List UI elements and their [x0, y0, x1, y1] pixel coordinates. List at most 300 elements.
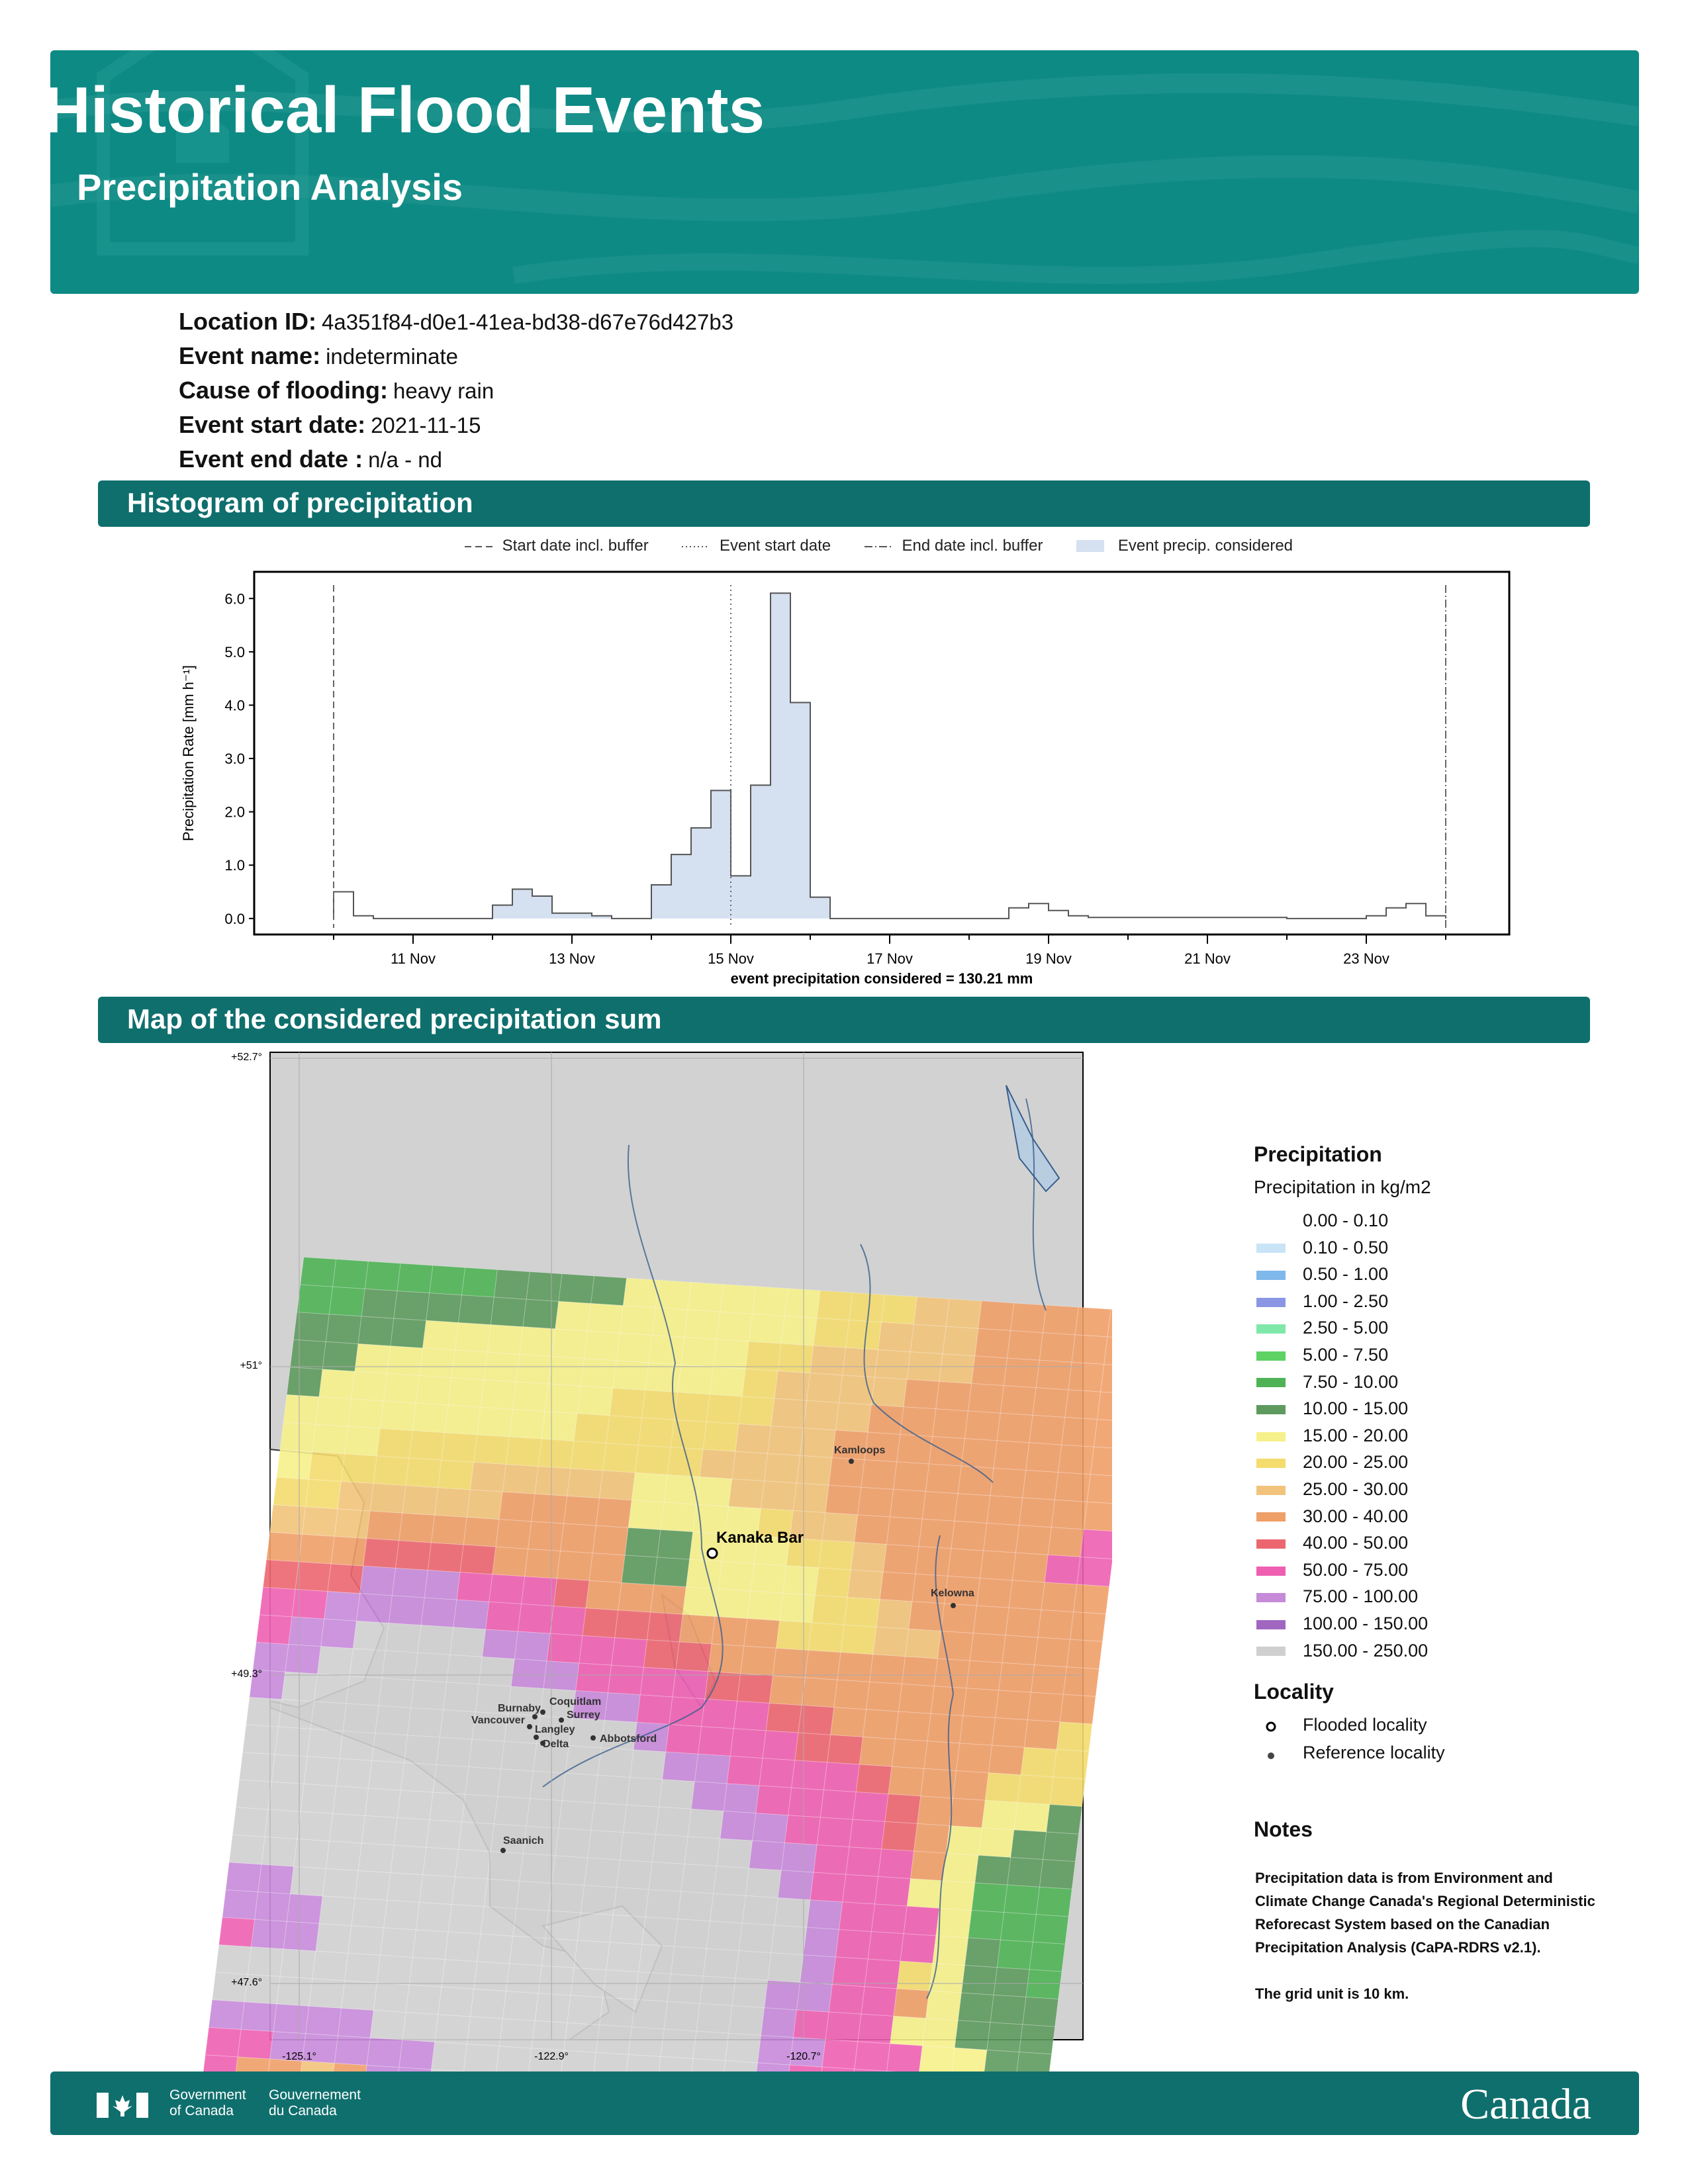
- grid-cell: [958, 1993, 994, 2023]
- grid-cell: [759, 1758, 795, 1788]
- grid-cell: [904, 1379, 939, 1409]
- grid-cell: [365, 1261, 400, 1291]
- precip-legend-item: [1256, 1396, 1408, 1420]
- histogram-bar: [711, 790, 731, 918]
- canada-wordmark: Canada: [1460, 2080, 1591, 2128]
- grid-cell: [348, 1399, 384, 1429]
- histogram-bar: [771, 593, 790, 919]
- grid-cell: [477, 1934, 513, 1964]
- grid-cell: [835, 1402, 871, 1432]
- grid-cell: [681, 1864, 717, 1894]
- grid-cell: [768, 1953, 804, 1983]
- grid-cell: [682, 1587, 718, 1617]
- grid-cell: [373, 1983, 409, 2013]
- grid-cell: [547, 1633, 583, 1663]
- grid-cell: [706, 1394, 742, 1424]
- grid-cell: [924, 1741, 960, 1771]
- grid-cell: [404, 1735, 440, 1765]
- grid-cell: [987, 2023, 1023, 2052]
- grid-cell: [502, 1465, 538, 1494]
- grid-cell: [795, 1733, 831, 1762]
- grid-cell: [499, 2019, 535, 2048]
- grid-cell: [702, 1699, 737, 1729]
- grid-cell: [859, 1737, 895, 1766]
- grid-cell: [498, 1769, 534, 1799]
- grid-cell: [778, 1870, 814, 1900]
- grid-cell: [267, 1532, 303, 1562]
- legend-label: 50.00 - 75.00: [1303, 1559, 1409, 1580]
- grid-cell: [565, 1746, 601, 1776]
- grid-cell: [419, 1348, 455, 1378]
- legend-swatch: [1256, 1378, 1286, 1387]
- grid-cell: [600, 1471, 635, 1500]
- reference-locality-marker: [500, 1848, 506, 1853]
- grid-cell: [1055, 1473, 1090, 1502]
- grid-cell: [640, 1667, 676, 1697]
- grid-cell: [263, 1560, 299, 1590]
- grid-cell: [442, 1960, 477, 1989]
- grid-cell: [990, 1995, 1026, 2025]
- grid-cell: [412, 1403, 448, 1433]
- grid-cell: [409, 1431, 445, 1461]
- grid-cell: [985, 1773, 1021, 1803]
- grid-cell: [639, 1944, 675, 1974]
- grid-cell: [870, 1655, 906, 1684]
- grid-cell: [532, 1494, 567, 1524]
- grid-cell: [314, 1674, 350, 1704]
- reference-locality-label: Abbotsford: [600, 1733, 657, 1745]
- grid-cell: [647, 1612, 682, 1642]
- grid-cell: [543, 1661, 579, 1691]
- grid-cell: [720, 1811, 756, 1841]
- grid-cell: [693, 2031, 729, 2061]
- legend-event-precip: Event precip. considered: [1076, 536, 1293, 555]
- plot-frame: [254, 572, 1509, 934]
- y-tick-label: 5.0: [224, 643, 245, 660]
- grid-cell: [481, 1380, 516, 1410]
- grid-cell: [312, 1951, 348, 1981]
- grid-cell: [841, 1625, 876, 1655]
- grid-cell: [467, 2017, 503, 2046]
- grid-cell: [739, 1923, 774, 1953]
- grid-cell: [567, 1469, 603, 1498]
- grid-cell: [297, 1285, 333, 1314]
- grid-cell: [793, 2010, 829, 2040]
- grid-cell: [968, 1910, 1004, 1940]
- grid-cell: [399, 1513, 435, 1543]
- grid-cell: [1065, 1390, 1101, 1420]
- legend-label: 30.00 - 40.00: [1303, 1506, 1409, 1526]
- grid-cell: [229, 1835, 265, 1864]
- grid-cell: [399, 2040, 435, 2070]
- grid-cell: [635, 1445, 671, 1475]
- histogram-bar: [492, 905, 512, 919]
- grid-cell: [238, 2029, 273, 2059]
- grid-cell: [352, 1371, 387, 1401]
- grid-cell: [555, 1301, 591, 1331]
- reference-locality-label: Burnaby: [498, 1703, 541, 1714]
- grid-cell: [581, 1359, 616, 1388]
- grid-cell: [397, 1790, 433, 1820]
- grid-cell: [451, 1877, 487, 1907]
- grid-cell: [632, 1999, 668, 2029]
- grid-cell: [990, 1468, 1026, 1498]
- grid-cell: [745, 1868, 781, 1898]
- grid-cell: [796, 1455, 832, 1485]
- histogram-bar: [671, 854, 691, 919]
- grid-cell: [698, 1727, 734, 1756]
- grid-cell: [843, 1347, 878, 1377]
- grid-cell: [1017, 1775, 1053, 1805]
- grid-cell: [234, 2057, 270, 2071]
- grid-cell: [724, 1784, 759, 1813]
- grid-cell: [800, 1955, 836, 1985]
- grid-cell: [780, 1593, 816, 1623]
- grid-cell: [661, 2029, 696, 2059]
- grid-cell: [319, 1369, 355, 1399]
- grid-cell: [710, 1367, 745, 1396]
- grid-cell: [270, 1505, 306, 1535]
- grid-cell: [518, 1604, 553, 1634]
- grid-cell: [992, 1718, 1028, 1748]
- grid-cell: [333, 1786, 369, 1816]
- flooded-locality-legend: Flooded locality: [1256, 1713, 1427, 1737]
- grid-cell: [574, 1940, 610, 1970]
- grid-cell: [562, 1773, 598, 1803]
- grid-cell: [450, 1627, 486, 1657]
- reference-locality-label: Saanich: [503, 1835, 544, 1846]
- grid-cell: [964, 1411, 1000, 1441]
- grid-cell: [583, 1608, 618, 1638]
- grid-cell: [628, 1500, 664, 1530]
- grid-cell: [608, 1665, 643, 1695]
- grid-cell: [535, 1993, 571, 2023]
- grid-cell: [887, 2044, 923, 2071]
- grid-cell: [717, 1839, 753, 1868]
- grid-cell: [882, 1295, 917, 1324]
- grid-cell: [610, 1388, 645, 1418]
- histogram-bar: [810, 897, 830, 919]
- grid-cell: [645, 1363, 681, 1392]
- grid-cell: [489, 1574, 525, 1604]
- grid-cell: [470, 1462, 506, 1492]
- grid-cell: [306, 1479, 342, 1509]
- legend-label: 40.00 - 50.00: [1303, 1533, 1409, 1553]
- grid-cell: [447, 1655, 483, 1684]
- precip-legend-item: [1256, 1612, 1428, 1635]
- grid-cell: [1011, 1830, 1047, 1860]
- grid-cell: [771, 1398, 807, 1428]
- grid-cell: [894, 1462, 929, 1492]
- grid-cell: [557, 1551, 592, 1581]
- grid-cell: [994, 1441, 1029, 1471]
- grid-cell: [1024, 1720, 1060, 1750]
- grid-cell: [1008, 1331, 1043, 1361]
- flooded-locality-label: Kanaka Bar: [716, 1529, 804, 1547]
- grid-cell: [784, 1289, 820, 1318]
- grid-cell: [372, 1733, 408, 1763]
- grid-cell: [584, 1331, 620, 1361]
- grid-cell: [414, 1653, 450, 1682]
- grid-cell: [352, 1898, 387, 1928]
- grid-cell: [301, 1784, 336, 1814]
- grid-cell: [897, 1434, 933, 1464]
- grid-cell: [559, 1801, 594, 1831]
- precip-legend-item: [1256, 1262, 1388, 1286]
- grid-cell: [700, 1976, 735, 2006]
- grid-cell: [1075, 1307, 1111, 1337]
- grid-cell: [765, 1980, 800, 2010]
- grid-cell: [749, 1841, 785, 1870]
- grid-cell: [829, 1985, 865, 2015]
- grid-cell: [346, 1676, 382, 1706]
- grid-cell: [549, 1356, 585, 1386]
- precipitation-map: [199, 1046, 1112, 2071]
- grid-cell: [514, 1631, 550, 1661]
- grid-cell: [825, 1485, 861, 1515]
- grid-cell: [773, 1648, 808, 1678]
- grid-cell: [657, 1529, 693, 1559]
- legend-swatch: [1256, 1324, 1286, 1334]
- reference-locality-marker: [527, 1724, 532, 1729]
- precip-legend-item: [1256, 1370, 1398, 1394]
- grid-cell: [423, 1847, 459, 1877]
- legend-swatch: [1256, 1271, 1286, 1280]
- grid-cell: [435, 2015, 471, 2044]
- precip-legend-item: [1256, 1584, 1418, 1608]
- grid-cell: [545, 1911, 581, 1940]
- grid-cell: [334, 2036, 370, 2066]
- grid-cell: [961, 1966, 997, 1995]
- grid-cell: [997, 1940, 1033, 1970]
- grid-cell: [541, 1938, 577, 1968]
- latitude-label: +52.7°: [231, 1052, 262, 1063]
- precip-legend-item: [1256, 1504, 1408, 1528]
- dash-dot-line-icon: [865, 543, 892, 550]
- grid-cell: [355, 1871, 391, 1901]
- grid-cell: [936, 1381, 972, 1411]
- x-axis-summary: event precipitation considered = 130.21 mm: [730, 970, 1033, 987]
- reference-locality-marker: [534, 1735, 539, 1740]
- grid-cell: [516, 1881, 552, 1911]
- grid-cell: [577, 1386, 613, 1416]
- y-tick-label: 6.0: [224, 590, 245, 608]
- grid-cell: [603, 1443, 639, 1473]
- grid-cell: [817, 1817, 853, 1847]
- grid-cell: [1029, 1942, 1065, 1972]
- grid-cell: [814, 1845, 849, 1875]
- grid-cell: [919, 1519, 955, 1549]
- histogram-bar: [731, 876, 751, 918]
- grid-cell: [302, 1507, 338, 1537]
- grid-cell: [664, 2001, 700, 2031]
- grid-cell: [717, 1312, 753, 1342]
- grid-cell: [549, 1883, 585, 1913]
- grid-cell: [243, 1725, 279, 1754]
- grid-cell: [1058, 1445, 1094, 1475]
- grid-cell: [1051, 1500, 1087, 1529]
- grid-cell: [606, 1416, 642, 1445]
- grid-cell: [742, 1369, 778, 1398]
- grid-cell: [552, 1856, 588, 1886]
- grid-cell: [406, 1985, 442, 2015]
- grid-cell: [457, 1572, 492, 1602]
- grid-cell: [1026, 1443, 1062, 1473]
- grid-cell: [955, 2021, 990, 2050]
- grid-cell: [501, 1741, 537, 1771]
- grid-cell: [484, 1879, 520, 1909]
- grid-cell: [834, 1680, 870, 1709]
- reference-locality-label: Kelowna: [931, 1588, 974, 1599]
- precip-legend-unit: Precipitation in kg/m2: [1254, 1177, 1431, 1197]
- grid-cell: [295, 1562, 331, 1592]
- grid-cell: [321, 1619, 357, 1649]
- grid-cell: [855, 1515, 890, 1545]
- grid-cell: [240, 1752, 275, 1782]
- grid-cell: [898, 1684, 934, 1714]
- grid-cell: [673, 1669, 708, 1699]
- grid-cell: [756, 1786, 792, 1815]
- grid-cell: [271, 1754, 307, 1784]
- event-name-row: [179, 339, 733, 373]
- grid-cell: [774, 1371, 810, 1401]
- grid-cell: [328, 1564, 363, 1594]
- grid-cell: [955, 1494, 990, 1524]
- grid-cell: [309, 1452, 345, 1482]
- grid-cell: [432, 2042, 467, 2071]
- grid-cell: [718, 1561, 754, 1591]
- grid-cell: [802, 1678, 837, 1707]
- grid-cell: [292, 1589, 328, 1619]
- grid-cell: [280, 1422, 316, 1452]
- grid-cell: [520, 1854, 555, 1884]
- grid-cell: [733, 1701, 769, 1731]
- grid-cell: [856, 1764, 892, 1794]
- dotted-line-icon: [682, 543, 710, 550]
- grid-cell: [722, 2061, 758, 2071]
- grid-cell: [586, 1580, 622, 1610]
- grid-cell: [462, 1267, 498, 1297]
- grid-cell: [1039, 1333, 1075, 1363]
- grid-cell: [375, 1706, 411, 1735]
- grid-cell: [465, 1767, 501, 1797]
- grid-cell: [853, 1792, 888, 1822]
- grid-cell: [768, 1426, 804, 1456]
- grid-cell: [873, 1627, 909, 1657]
- grid-cell: [978, 1301, 1014, 1331]
- grid-cell: [696, 1477, 732, 1507]
- y-tick-label: 1.0: [224, 857, 245, 874]
- grid-cell: [545, 1384, 581, 1414]
- end-date-row: [179, 442, 733, 477]
- grid-cell: [1019, 1498, 1055, 1527]
- grid-cell: [766, 1703, 802, 1733]
- grid-cell: [606, 1942, 642, 1972]
- cause-value: heavy rain: [393, 379, 494, 403]
- grid-cell: [865, 1959, 900, 1989]
- grid-cell: [329, 1287, 365, 1316]
- grid-cell: [615, 1610, 651, 1640]
- grid-cell: [784, 1815, 820, 1845]
- grid-cell: [255, 1892, 291, 1922]
- grid-cell: [418, 1625, 453, 1655]
- grid-cell: [659, 1780, 695, 1809]
- legend-event-start: Event start date: [682, 536, 831, 555]
- precipitation-histogram: [165, 563, 1529, 999]
- grid-cell: [939, 1881, 975, 1911]
- grid-cell: [384, 1900, 420, 1930]
- grid-cell: [603, 1970, 639, 1999]
- grid-cell: [1056, 1722, 1092, 1752]
- grid-cell: [622, 1555, 657, 1585]
- grid-cell: [420, 1875, 455, 1905]
- grid-cell: [761, 1481, 796, 1511]
- grid-cell: [330, 1813, 365, 1843]
- x-tick-label: 21 Nov: [1184, 950, 1231, 967]
- y-tick-label: 0.0: [224, 910, 245, 927]
- grid-cell: [421, 1598, 457, 1627]
- grid-cell: [506, 1437, 541, 1467]
- grid-cell: [423, 1320, 459, 1350]
- grid-cell: [849, 1819, 885, 1849]
- grid-cell: [960, 1715, 996, 1745]
- legend-swatch: [1256, 1351, 1286, 1361]
- grid-cell: [1031, 1665, 1067, 1695]
- grid-cell: [567, 1995, 603, 2025]
- grid-cell: [980, 1551, 1016, 1580]
- grid-cell: [1043, 1832, 1079, 1862]
- y-tick-label: 2.0: [224, 803, 245, 821]
- grid-cell: [1087, 1475, 1112, 1504]
- grid-cell: [630, 1750, 666, 1780]
- legend-end-buffer: End date incl. buffer: [865, 536, 1043, 555]
- grid-cell: [807, 1373, 843, 1403]
- grid-cell: [994, 1968, 1029, 1997]
- grid-cell: [616, 1860, 652, 1889]
- grid-cell: [391, 1318, 426, 1348]
- grid-cell: [338, 2008, 373, 2038]
- precip-legend-item: [1256, 1531, 1408, 1555]
- legend-swatch: [1256, 1647, 1286, 1656]
- longitude-label: -125.1°: [282, 2051, 316, 2062]
- grid-cell: [487, 1325, 523, 1355]
- grid-cell: [637, 1695, 673, 1725]
- cause-row: [179, 373, 733, 408]
- grid-cell: [1027, 1692, 1063, 1722]
- grid-cell: [334, 1509, 370, 1539]
- grid-cell: [486, 1602, 522, 1631]
- grid-cell: [541, 1412, 577, 1441]
- grid-cell: [365, 1788, 400, 1818]
- grid-cell: [1008, 1858, 1043, 1888]
- grid-cell: [958, 1466, 994, 1496]
- grid-cell: [632, 1473, 667, 1502]
- histogram-bar: [1009, 908, 1029, 919]
- grid-cell: [1019, 2025, 1055, 2054]
- grid-cell: [424, 1570, 460, 1600]
- grid-cell: [694, 1754, 730, 1784]
- grid-cell: [968, 1383, 1004, 1413]
- grid-cell: [654, 1557, 690, 1587]
- grid-cell: [868, 1405, 904, 1435]
- grid-cell: [997, 1413, 1033, 1443]
- grid-cell: [499, 1492, 535, 1522]
- precip-legend-item: [1256, 1558, 1408, 1582]
- x-tick-label: 23 Nov: [1343, 950, 1389, 967]
- legend-label: 0.50 - 1.00: [1303, 1264, 1389, 1285]
- grid-cell: [931, 1686, 966, 1716]
- grid-cell: [688, 1809, 724, 1839]
